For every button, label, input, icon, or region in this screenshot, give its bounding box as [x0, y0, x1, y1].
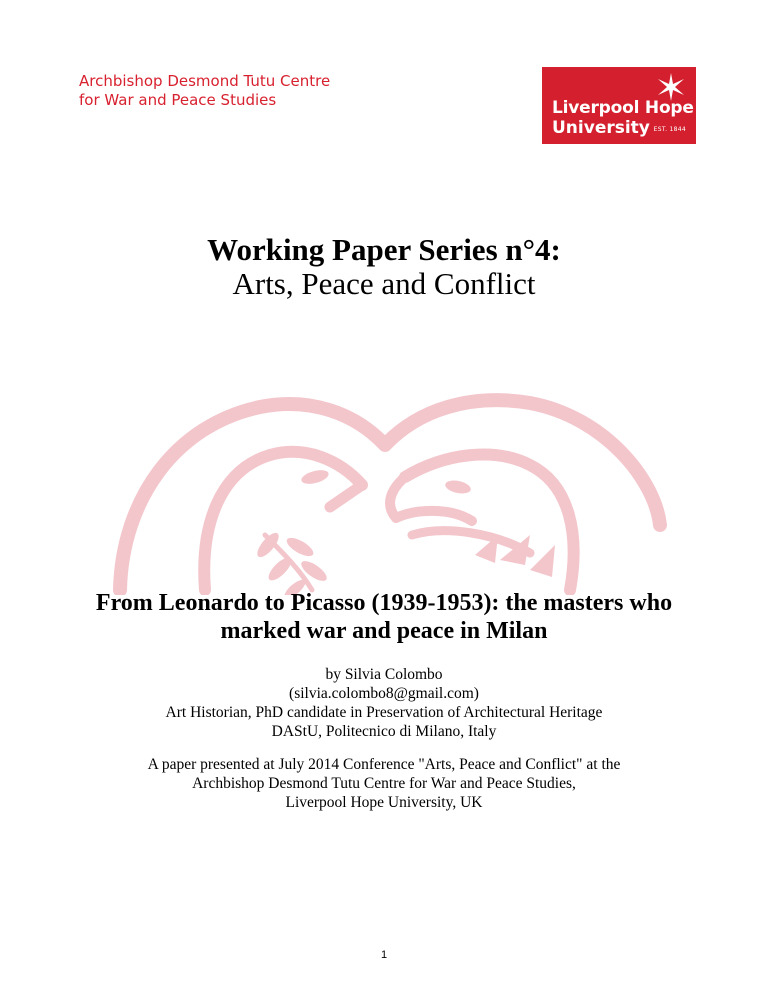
- author-role: Art Historian, PhD candidate in Preservation of Architectural Heritage: [165, 704, 603, 721]
- centre-name: [79, 72, 330, 110]
- series-title: Working Paper Series n°4:: [207, 232, 561, 267]
- university-logo-line-2: University: [552, 118, 650, 138]
- university-logo-line-1: Liverpool Hope: [552, 98, 694, 118]
- paper-title: [40, 589, 728, 645]
- paper-title-line-2: marked war and peace in Milan: [220, 618, 548, 644]
- paper-title-line-1: From Leonardo to Picasso (1939-1953): the masters who: [95, 590, 673, 616]
- author-email: (silvia.colombo8@gmail.com): [289, 685, 479, 702]
- dove-and-eagle-emblem: [100, 385, 670, 595]
- author-affiliation: DAStU, Politecnico di Milano, Italy: [271, 723, 497, 740]
- presentation-line-2: Archbishop Desmond Tutu Centre for War and Peace Studies,: [192, 775, 576, 792]
- author-block: [0, 665, 768, 741]
- presentation-note: [0, 755, 768, 812]
- university-logo-established: EST. 1844: [653, 126, 686, 133]
- star-icon: [657, 73, 685, 101]
- series-subtitle: Arts, Peace and Conflict: [232, 266, 536, 301]
- university-logo: [542, 67, 696, 144]
- centre-name-line-2: for War and Peace Studies: [79, 91, 277, 109]
- page-number: 1: [380, 949, 388, 961]
- centre-name-line-1: Archbishop Desmond Tutu Centre: [79, 72, 331, 90]
- presentation-line-3: Liverpool Hope University, UK: [285, 794, 483, 811]
- author-byline: by Silvia Colombo: [325, 666, 443, 683]
- presentation-line-1: A paper presented at July 2014 Conference "Arts, Peace and Conflict" at the: [147, 756, 621, 773]
